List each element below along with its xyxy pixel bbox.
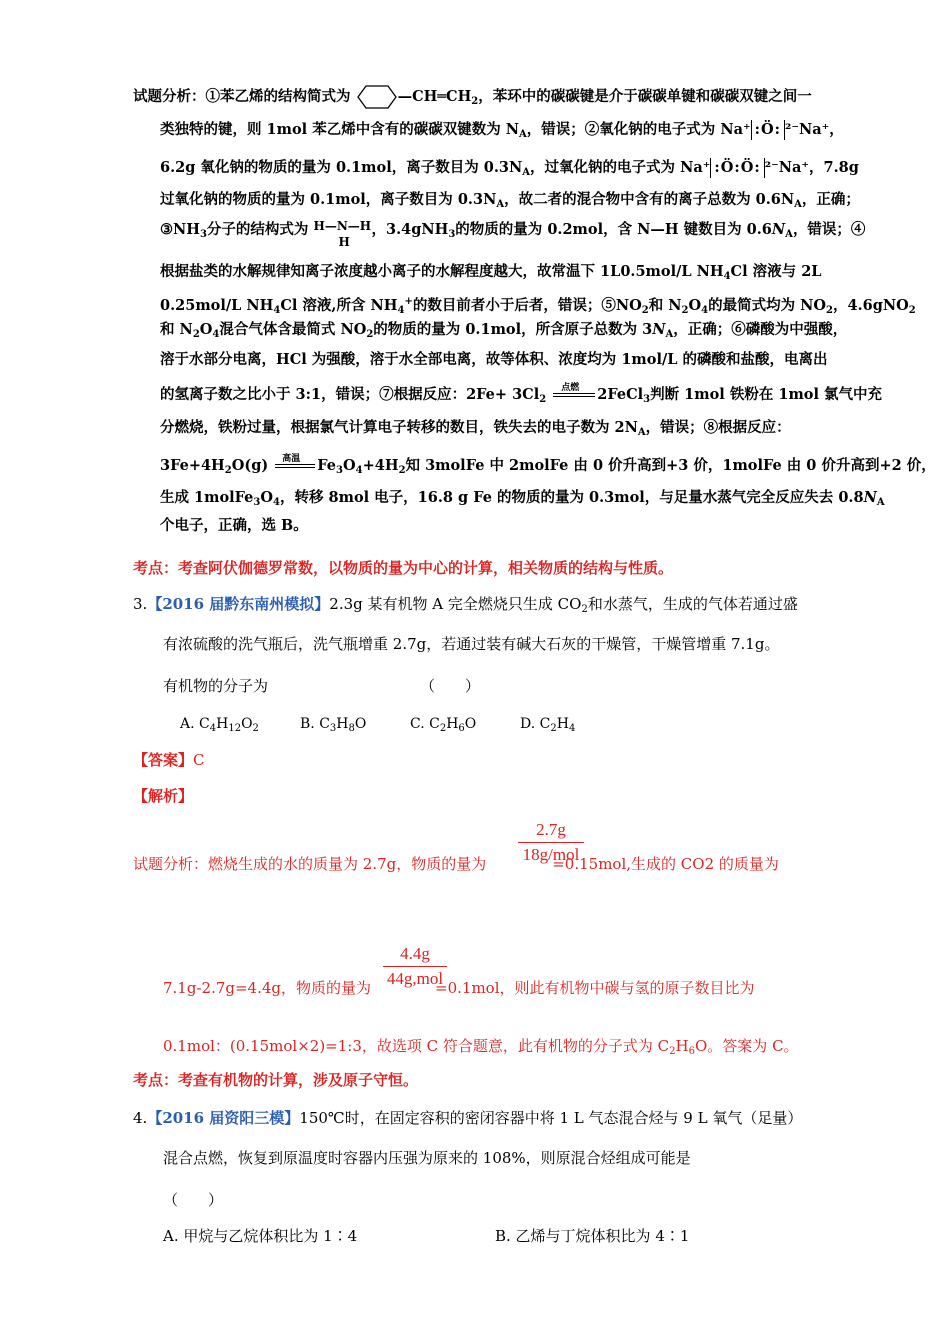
question-4-line-2: 混合点燃，恢复到原温度时容器内压强为原来的 108%，则原混合烃组成可能是 [163, 1149, 691, 1167]
analysis-line-3: 6.2g 氧化钠的物质的量为 0.1mol，离子数目为 $0.3N_A$，过氧化钠的电子式为 Na⁺ :Ö:Ö: ²⁻Na⁺，7.8g [160, 159, 859, 178]
question-4-line-1: 4.【2016 届资阳三模】150℃时，在固定容积的密闭容器中将 1 L 气态混合烃与 9 L 氧气（足量） [133, 1109, 803, 1127]
question-4-option-b: B. 乙烯与丁烷体积比为 4∶1 [495, 1227, 690, 1245]
analysis-line-9: 溶于水部分电离，HCl 为强酸，溶于水全部电离，故等体积、浓度均为 1mol/L 的磷酸和盐酸，电离出 [160, 351, 828, 368]
oxide-lewis-structure: :Ö: [751, 120, 785, 140]
fraction-co2-moles: 4.4g 44g,mol [383, 944, 447, 989]
fraction-water-moles: 2.7g 18g/mol [518, 820, 584, 865]
analysis-line-11: 分燃烧，铁粉过量，根据氯气计算电子转移的数目，铁失去的电子数为 $2N_A$，错误；⑧根据反应： [160, 419, 791, 438]
analysis-3-line-2: 7.1g-2.7g=4.4g，物质的量为 =0.1mol，则此有机物中碳与氢的原子数目比为 [163, 979, 755, 997]
reaction-arrow-high-temp: 高温 [273, 459, 317, 473]
analysis-3-line-3: 0.1mol：(0.15mol×2)=1:3，故选项 C 符合题意，此有机物的分子式为 $C_2H_6O$。答案为 C。 [163, 1037, 799, 1057]
kaodian-3: 考点：考查有机物的计算，涉及原子守恒。 [133, 1071, 419, 1089]
analysis-line-10: 的氢离子数之比小于 3:1，错误；⑦根据反应：$2Fe+ 3Cl_2$ 点燃 2FeCl$_3$判断 1mol 铁粉在 1mol 氯气中充 [160, 383, 883, 405]
analysis-line-1: 试题分析：①苯乙烯的结构简式为 $—CH═CH_2$，苯环中的碳碳键是介于碳碳单键和碳碳双键之间一 [133, 84, 812, 112]
reaction-arrow-ignite: 点燃 [551, 388, 597, 402]
analysis-line-6: 根据盐类的水解规律知离子浓度越小离子的水解程度越大，故常温下 1L0.5mol/L $NH_4Cl$ 溶液与 2L [160, 263, 822, 282]
jiexi-label: 【解析】 [133, 787, 194, 805]
question-3-line-3: 有机物的分子为 [163, 677, 269, 695]
analysis-line-13: 生成 $1molFe_3O_4$，转移 8mol 电子，16.8 g Fe 的物质的量为 0.3mol，与足量水蒸气完全反应失去 $0.8N_A$ [160, 489, 885, 508]
analysis-line-12: $3Fe+4H_2O(g)$ 高温 $Fe_3O_4+4H_2$知 3molFe 中 2molFe 由 0 价升高到+3 价，1molFe 由 0 价升高到+2 价， [160, 454, 936, 476]
option-b: B. $C_3H_8O$ [300, 716, 367, 734]
analysis-line-4: 过氧化钠的物质的量为 0.1mol，离子数目为 $0.3N_A$，故二者的混合物中含有的离子总数为 $0.6N_A$，正确； [160, 191, 860, 210]
analysis-line-7: 0.25mol/L $NH_4Cl$ 溶液,所含 $NH_4^+$的数目前者小于后者，错误；$⑤NO_2$和 $N_2O_4$的最简式均为 $NO_2$，4.6gNO$_2$ [160, 296, 916, 316]
question-3-line-2: 有浓硫酸的洗气瓶后，洗气瓶增重 2.7g，若通过装有碱大石灰的干燥管，干燥管增重 7.1g。 [163, 635, 780, 653]
analysis-line-14: 个电子，正确，选 B。 [160, 517, 308, 534]
analysis-3-line-1: 试题分析：燃烧生成的水的质量为 2.7g，物质的量为 =0.15mol,生成的 CO2 的质量为 [133, 855, 779, 873]
answer-line: 【答案】C [133, 751, 205, 769]
question-4-line-3: （ ） [163, 1191, 224, 1209]
benzene-ring-icon [356, 84, 398, 110]
ammonia-structure: H—N—H H [313, 219, 372, 249]
kaodian-1: 考点：考查阿伏伽德罗常数，以物质的量为中心的计算，相关物质的结构与性质。 [133, 559, 674, 577]
analysis-line-2: 类独特的键，则 1mol 苯乙烯中含有的碳碳双键数为 $N_A$，错误；②氧化钠的电子式为 Na⁺ :Ö: ²⁻Na⁺， [160, 121, 844, 140]
peroxide-lewis-structure: :Ö:Ö: [710, 158, 764, 178]
analysis-line-8: 和 $N_2O_4$混合气体含最简式 $NO_2$的物质的量为 0.1mol，所含原子总数为 $3N_A$，正确；⑥磷酸为中强酸， [160, 321, 848, 340]
question-3-paren: （ ） [420, 677, 481, 695]
analysis-line-5: $③NH_3$分子的结构式为 H—N—H H ，3.4gNH$_3$的物质的量为 0.2mol，含 N—H 键数目为 $0.6N_A$，错误；④ [160, 219, 866, 249]
option-a: A. $C_4H_{12}O_2$ [180, 716, 259, 734]
question-3-line-1: 3.【2016 届黔东南州模拟】2.3g 某有机物 A 完全燃烧只生成 $CO_2$和水蒸气，生成的气体若通过盛 [133, 595, 798, 615]
option-c: C. $C_2H_6O$ [410, 716, 477, 734]
question-4-source-tag: 【2016 届资阳三模】 [147, 1109, 300, 1127]
option-d: D. $C_2H_4$ [520, 716, 576, 734]
question-4-option-a: A. 甲烷与乙烷体积比为 1∶4 [163, 1227, 358, 1245]
question-3-source-tag: 【2016 届黔东南州模拟】 [147, 595, 330, 613]
